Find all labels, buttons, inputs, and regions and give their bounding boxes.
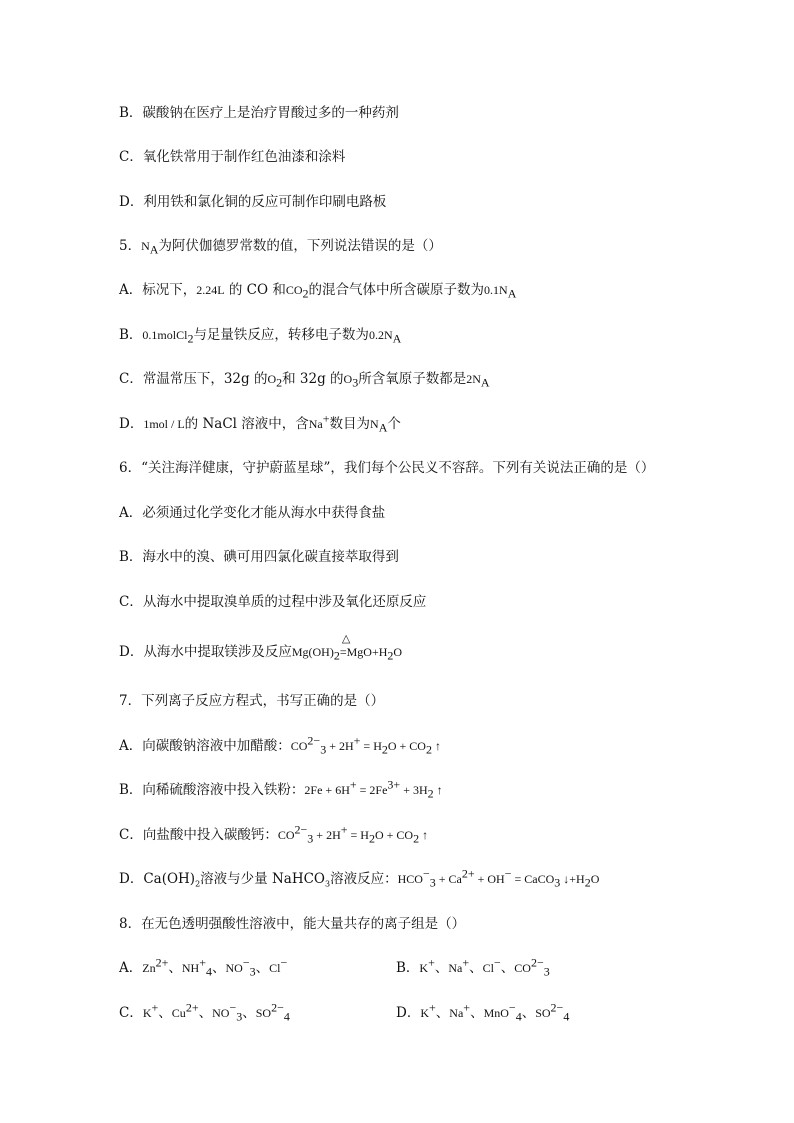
q6-option-a: A．必须通过化学变化才能从海水中获得食盐 (119, 505, 386, 521)
q8-option-a: A．$Zn^{2+}$、$NH^+_4$、$NO^-_3$、Cl− (119, 955, 288, 979)
q5-option-b: B．0.1molCl$_2$与足量铁反应，转移电子数为$0.2N_A$ (119, 327, 402, 346)
q5-option-d: D．1mol / L的 NaCl 溶液中，含Na+数目为$N_A$个 (119, 411, 401, 435)
q7-option-a: A．向碳酸钠溶液中加醋酸：$CO^{2-}_3 + 2H^+ = H_2O + CO_2$ ↑ (119, 733, 441, 757)
q7-option-d: D．$Ca(OH)_2$溶液与少量 NaHCO$_3$溶液反应：$HCO^-_3 + Ca^{2+} + OH^-$ = CaCO$_3$ $↓+H_2O$ (119, 866, 600, 890)
q7-option-c: C．向盐酸中投入碳酸钙：$CO^{2-}_3 + 2H^+ = H_2O + CO_2$ ↑ (119, 822, 429, 846)
q8-option-b: B．K+、Na+、Cl−、$CO^{2-}_3$ (396, 955, 550, 979)
q5-option-c: C．常温常压下，32g 的$O_2$和 32g 的$O_3$所含氧原子数都是$2N_A$ (119, 371, 490, 390)
q6-option-d: D．从海水中提取镁涉及反应$Mg(OH)_2$ △ $=MgO+H_2O$ (119, 643, 402, 661)
q8-option-d: D．K+、Na+、MnO−$_4$、$SO^{2-}_4$ (396, 1000, 570, 1024)
q5-option-a: A．标况下，2.24L 的 CO 和$CO_2$的混合气体中所含碳原子数为$0.1N_A$ (119, 282, 517, 301)
heat-symbol-icon: △ (341, 633, 351, 645)
q6-option-b: B．海水中的溴、碘可用四氯化碳直接萃取得到 (119, 549, 399, 565)
q6-stem: 6．“关注海洋健康，守护蔚蓝星球”，我们每个公民义不容辞。下列有关说法正确的是（） (119, 460, 655, 476)
q4-option-b: B．碳酸钠在医疗上是治疗胃酸过多的一种药剂 (119, 105, 399, 121)
q4-option-c: C．氧化铁常用于制作红色油漆和涂料 (119, 149, 346, 165)
q8-option-c: C．K+、$Cu^{2+}$、$NO^-_3$、$SO^{2-}_4$ (119, 1000, 290, 1024)
q7-stem: 7．下列离子反应方程式，书写正确的是（） (119, 693, 385, 709)
q6-option-c: C．从海水中提取溴单质的过程中涉及氧化还原反应 (119, 594, 427, 610)
q8-stem: 8．在无色透明强酸性溶液中，能大量共存的离子组是（） (119, 916, 466, 932)
q4-option-d: D．利用铁和氯化铜的反应可制作印刷电路板 (119, 194, 387, 210)
heat-equals: △ = (340, 643, 347, 661)
q7-option-b: B．向稀硫酸溶液中投入铁粉：$2Fe + 6H^+ = 2Fe^{3+} + 3H_2$ ↑ (119, 777, 443, 801)
q5-stem: 5．$N_A$为阿伏伽德罗常数的值，下列说法错误的是（） (119, 238, 442, 257)
